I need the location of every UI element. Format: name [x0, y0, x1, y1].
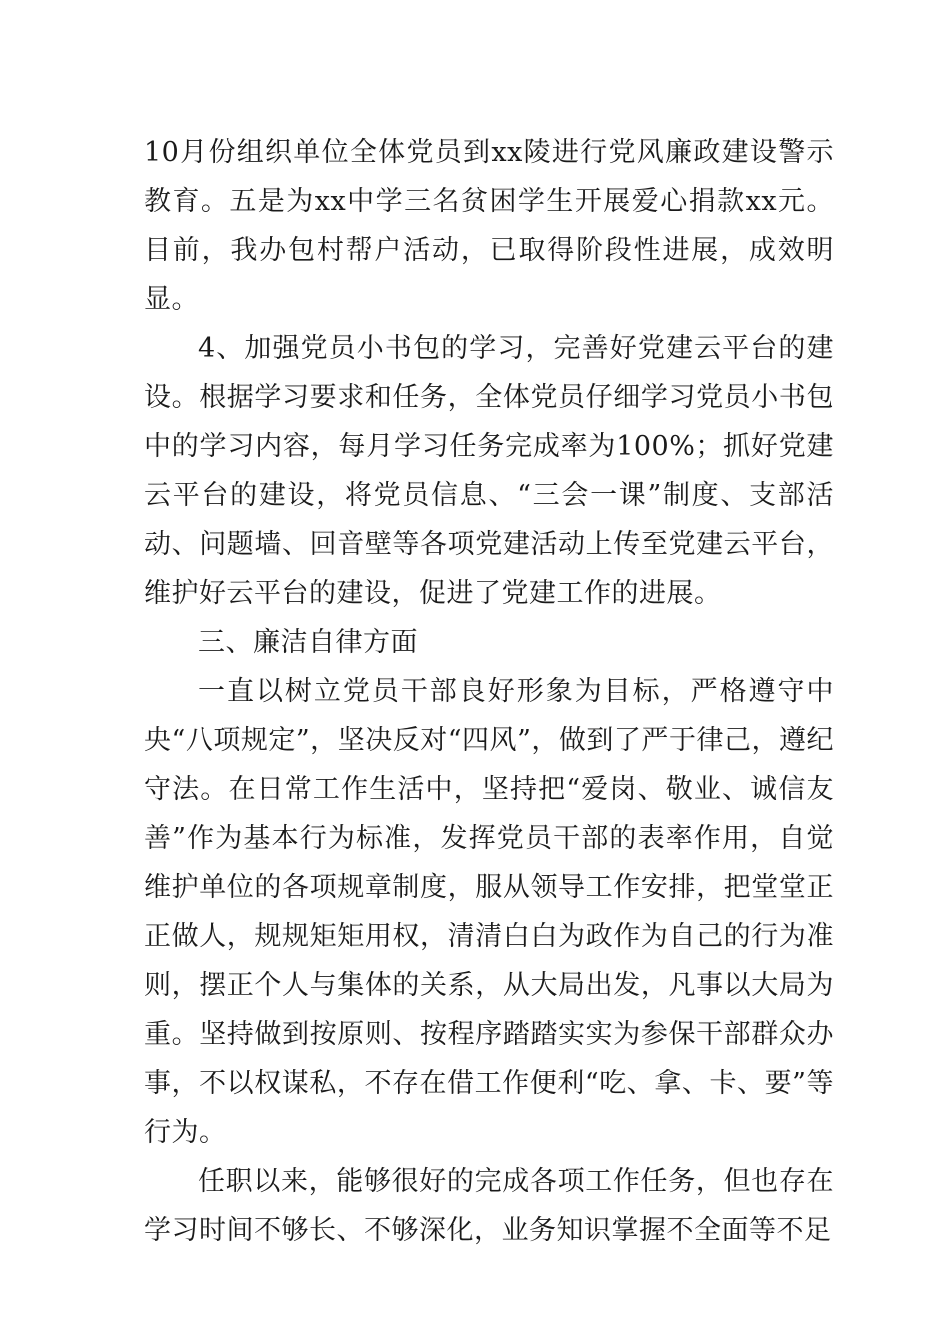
- paragraph-party-education-donation: 10月份组织单位全体党员到xx陵进行党风廉政建设警示教育。五是为xx中学三名贫困学生开展爱心捐款xx元。目前，我办包村帮户活动，已取得阶段性进展，成效明显。: [144, 137, 834, 315]
- paragraph-integrity-discipline: 一直以树立党员干部良好形象为目标，严格遵守中央“八项规定”，坚决反对“四风”，做到了严于律己，遵纪守法。在日常工作生活中，坚持把“爱岗、敬业、诚信友善”作为基本行为标准，发挥党员干部的表率作用，自觉维护单位的各项规章制度，服从领导工作安排，把堂堂正正做人，规规矩矩用权，清清白白为政作为自己的行为准则，摆正个人与集体的关系，从大局出发，凡事以大局为重。坚持做到按原则、按程序踏踏实实为参保干部群众办事，不以权谋私，不存在借工作便利“吃、拿、卡、要”等行为。: [144, 676, 834, 1148]
- paragraph-shortcomings: 任职以来，能够很好的完成各项工作任务，但也存在学习时间不够长、不够深化，业务知识掌握不全面等不足: [144, 1166, 834, 1246]
- paragraph-party-study-cloud-platform: 4、加强党员小书包的学习，完善好党建云平台的建设。根据学习要求和任务，全体党员仔细学习党员小书包中的学习内容，每月学习任务完成率为100%；抓好党建云平台的建设，将党员信息、“三会一课”制度、支部活动、问题墙、回音壁等各项党建活动上传至党建云平台，维护好云平台的建设，促进了党建工作的进展。: [144, 333, 834, 609]
- section-heading-integrity: 三、廉洁自律方面: [198, 627, 418, 658]
- document-body: [144, 128, 834, 1255]
